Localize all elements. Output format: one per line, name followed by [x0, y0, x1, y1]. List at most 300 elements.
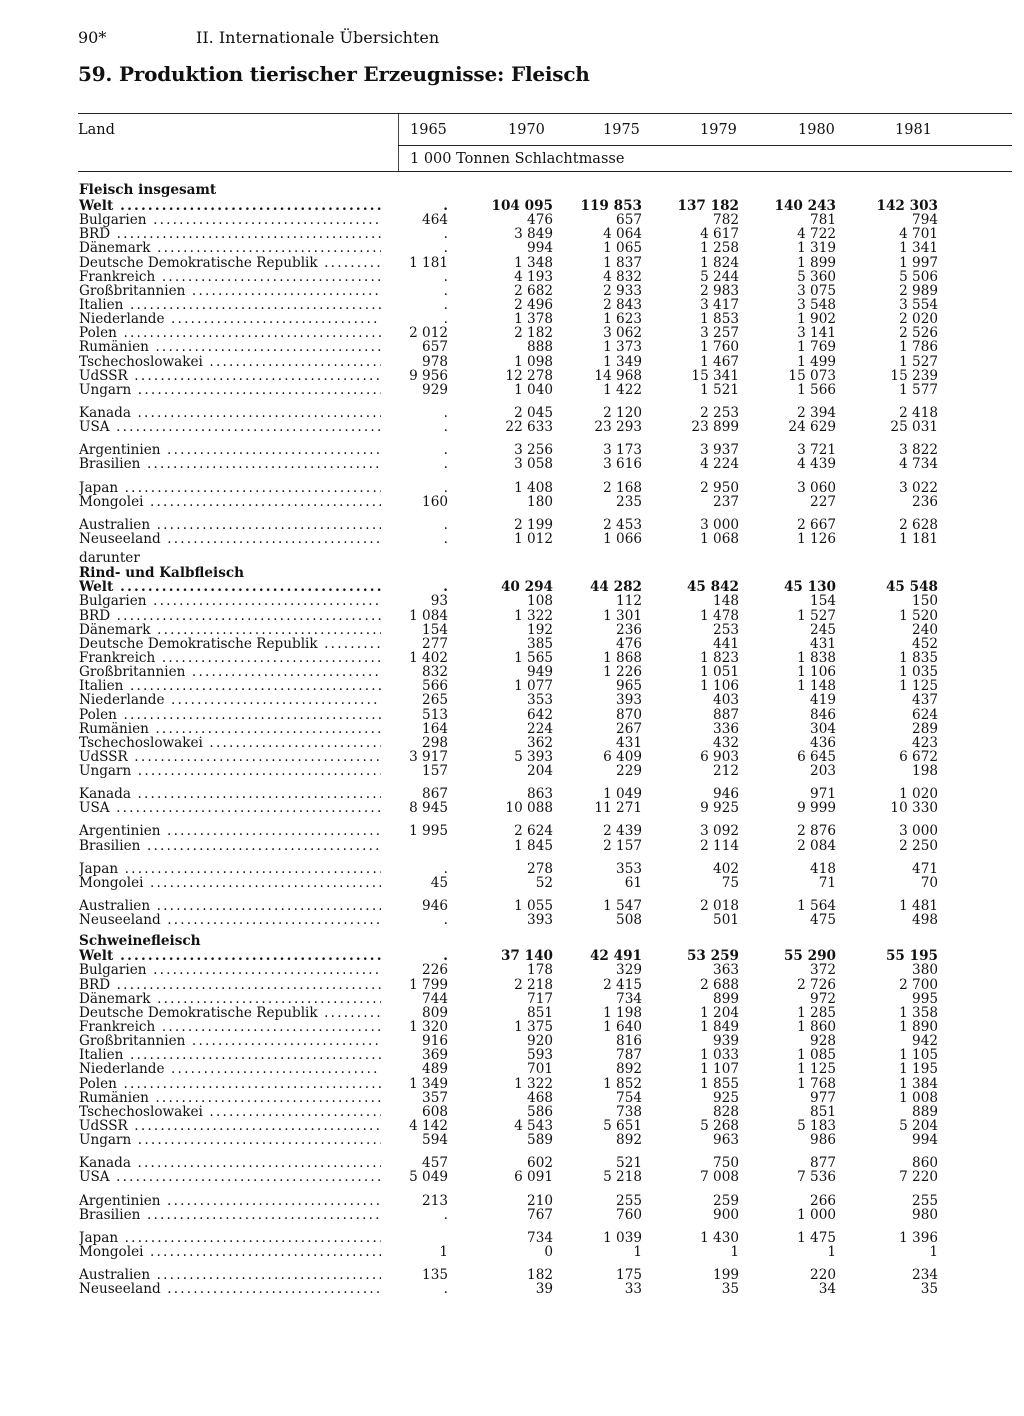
table-cell: 1 055: [514, 898, 553, 915]
table-cell: 2 253: [700, 404, 739, 421]
table-cell: 642: [527, 706, 553, 723]
table-cell: 1 623: [603, 311, 642, 328]
table-cell: 1 068: [700, 530, 739, 547]
country-label: Argentinien .....: [79, 1194, 381, 1208]
table-cell: 5 204: [899, 1118, 938, 1135]
table-cell: 2 453: [603, 516, 642, 533]
table-row: [0, 241, 1024, 255]
table-cell: 45 130: [783, 579, 836, 596]
table-cell: 767: [527, 1206, 553, 1223]
table-cell: 1 000: [797, 1206, 836, 1223]
subsection-pretitle-label: darunter: [79, 550, 140, 567]
table-cell: 142 303: [876, 198, 938, 214]
table-cell: 1 125: [899, 678, 938, 695]
table-cell: 2 250: [899, 837, 938, 854]
table-cell: 1 520: [899, 607, 938, 624]
table-cell: 3 256: [514, 442, 553, 459]
top-rule: [78, 113, 1012, 114]
table-row: [0, 383, 1024, 397]
country-label: UdSSR .....: [79, 1119, 381, 1133]
table-row: [0, 1156, 1024, 1170]
table-cell: 235: [616, 493, 642, 510]
table-row: [0, 679, 1024, 693]
country-label: Kanada .....: [79, 787, 381, 801]
table-cell: 1 855: [700, 1075, 739, 1092]
table-cell: 4 722: [797, 226, 836, 243]
table-cell: 112: [616, 593, 642, 610]
table-cell: 870: [616, 706, 642, 723]
country-label: Brasilien .....: [79, 839, 381, 853]
table-cell: 457: [422, 1155, 448, 1172]
table-cell: 900: [713, 1206, 739, 1223]
country-label: Frankreich .....: [79, 270, 381, 284]
table-cell: 1 860: [797, 1019, 836, 1036]
table-row: [0, 270, 1024, 284]
table-cell: 657: [616, 212, 642, 229]
table-cell: 1 358: [899, 1004, 938, 1021]
table-cell: 846: [810, 706, 836, 723]
table-cell: 972: [810, 990, 836, 1007]
table-cell: 419: [810, 692, 836, 709]
table-cell: 1 106: [700, 678, 739, 695]
table-cell: 362: [527, 734, 553, 751]
table-row: [0, 406, 1024, 420]
table-cell: 180: [527, 493, 553, 510]
table-cell: 888: [527, 339, 553, 356]
section-title: [0, 927, 1024, 949]
table-row: [0, 764, 1024, 778]
country-label: Rumänien .....: [79, 722, 381, 736]
table-cell: 23 899: [691, 419, 739, 436]
table-row: [0, 978, 1024, 992]
table-cell: 1 835: [899, 649, 938, 666]
table-cell: 2 950: [700, 479, 739, 496]
country-label: Deutsche Demokratische Republik .....: [79, 637, 381, 651]
table-cell: 175: [616, 1267, 642, 1284]
table-cell: 1 521: [700, 381, 739, 398]
table-row: [0, 913, 1024, 927]
table-cell: 418: [810, 860, 836, 877]
country-label: Welt .....: [79, 199, 381, 213]
country-label: Großbritannien .....: [79, 1034, 381, 1048]
table-row: [0, 736, 1024, 750]
table-cell: 140 243: [774, 198, 836, 214]
table-cell: 3 141: [797, 325, 836, 342]
country-label: Bulgarien .....: [79, 963, 381, 977]
table-cell: .: [443, 311, 448, 328]
country-label: Italien .....: [79, 1048, 381, 1062]
table-cell: 6 672: [899, 748, 938, 765]
table-cell: 1 341: [899, 240, 938, 257]
table-cell: 863: [527, 786, 553, 803]
table-cell: 266: [810, 1192, 836, 1209]
table-cell: 432: [713, 734, 739, 751]
table-row: [0, 518, 1024, 532]
table-cell: 978: [422, 353, 448, 370]
table-cell: 6 091: [514, 1169, 553, 1186]
table-cell: 1 378: [514, 311, 553, 328]
column-header-year: 1970: [508, 122, 545, 138]
table-cell: 245: [810, 621, 836, 638]
table-cell: 1 799: [409, 976, 448, 993]
row-spacer: [0, 397, 1024, 406]
country-label: Tschechoslowakei .....: [79, 355, 381, 369]
table-row: [0, 876, 1024, 890]
country-label: Polen .....: [79, 1077, 381, 1091]
table-cell: 624: [912, 706, 938, 723]
table-cell: 754: [616, 1089, 642, 1106]
table-cell: .: [443, 226, 448, 243]
table-cell: 1 768: [797, 1075, 836, 1092]
country-label: BRD .....: [79, 227, 381, 241]
table-cell: 240: [912, 621, 938, 638]
country-label: Dänemark .....: [79, 241, 381, 255]
table-row: [0, 340, 1024, 354]
table-cell: 2 700: [899, 976, 938, 993]
row-spacer: [0, 853, 1024, 862]
row-spacer: [0, 472, 1024, 481]
table-cell: 717: [527, 990, 553, 1007]
table-cell: 1 640: [603, 1019, 642, 1036]
table-cell: 1 348: [514, 254, 553, 271]
column-header-year: 1980: [798, 122, 835, 138]
table-cell: 589: [527, 1132, 553, 1149]
table-cell: 3 554: [899, 296, 938, 313]
table-cell: 255: [616, 1192, 642, 1209]
country-label: Deutsche Demokratische Republik .....: [79, 1006, 381, 1020]
table-cell: 277: [422, 635, 448, 652]
table-row: [0, 801, 1024, 815]
table-cell: 137 182: [677, 198, 739, 214]
table-cell: 304: [810, 720, 836, 737]
country-label: Australien .....: [79, 518, 381, 532]
table-cell: 586: [527, 1103, 553, 1120]
table-cell: 1 786: [899, 339, 938, 356]
table-cell: 6 409: [603, 748, 642, 765]
country-label: Großbritannien .....: [79, 665, 381, 679]
table-cell: 1 577: [899, 381, 938, 398]
table-cell: 1 849: [700, 1019, 739, 1036]
table-cell: 199: [713, 1267, 739, 1284]
table-cell: 867: [422, 786, 448, 803]
column-header-year: 1975: [603, 122, 640, 138]
table-cell: 363: [713, 962, 739, 979]
table-cell: 1 565: [514, 649, 553, 666]
table-cell: 2 876: [797, 823, 836, 840]
table-cell: 4 224: [700, 456, 739, 473]
table-cell: 4 701: [899, 226, 938, 243]
table-cell: 1 997: [899, 254, 938, 271]
table-cell: 1 040: [514, 381, 553, 398]
table-row: [0, 1231, 1024, 1245]
table-cell: 229: [616, 763, 642, 780]
table-cell: 3 000: [700, 516, 739, 533]
table-cell: 2 020: [899, 311, 938, 328]
country-label: Australien .....: [79, 1268, 381, 1282]
table-cell: 104 095: [491, 198, 553, 214]
table-row: [0, 457, 1024, 471]
section-title-label: Schweinefleisch: [79, 933, 201, 950]
table-cell: 501: [713, 912, 739, 929]
table-cell: 1: [730, 1244, 739, 1260]
table-cell: .: [443, 479, 448, 496]
table-cell: 1 868: [603, 649, 642, 666]
table-cell: 2 726: [797, 976, 836, 993]
table-row: [0, 227, 1024, 241]
table-cell: 3 092: [700, 823, 739, 840]
table-cell: 3 075: [797, 282, 836, 299]
table-cell: .: [443, 860, 448, 877]
table-cell: 1 181: [899, 530, 938, 547]
table-cell: 1: [633, 1244, 642, 1260]
table-cell: 1 373: [603, 339, 642, 356]
country-label: Mongolei .....: [79, 876, 381, 890]
country-label: Frankreich .....: [79, 651, 381, 665]
table-row: [0, 532, 1024, 546]
table-cell: 657: [422, 339, 448, 356]
country-label: Italien .....: [79, 679, 381, 693]
row-spacer: [0, 1222, 1024, 1231]
table-cell: 1 375: [514, 1019, 553, 1036]
table-cell: 1 478: [700, 607, 739, 624]
table-cell: 55 195: [885, 948, 938, 965]
table-row: [0, 199, 1024, 213]
table-cell: 5 183: [797, 1118, 836, 1135]
table-cell: 1 349: [409, 1075, 448, 1092]
table-cell: 1 995: [409, 823, 448, 840]
table-cell: 2 415: [603, 976, 642, 993]
country-label: Australien .....: [79, 899, 381, 913]
table-cell: .: [443, 419, 448, 436]
table-cell: 14 968: [594, 367, 642, 384]
table-cell: 353: [616, 860, 642, 877]
table-row: [0, 1048, 1024, 1062]
table-cell: 1 890: [899, 1019, 938, 1036]
table-cell: 0: [544, 1244, 553, 1260]
table-cell: 237: [713, 493, 739, 510]
unit-label: 1 000 Tonnen Schlachtmasse: [410, 151, 625, 167]
table-cell: 253: [713, 621, 739, 638]
table-row: [0, 1133, 1024, 1147]
table-cell: 45 842: [686, 579, 739, 596]
country-label: Japan .....: [79, 481, 381, 495]
country-label: Kanada .....: [79, 406, 381, 420]
table-cell: 744: [422, 990, 448, 1007]
table-cell: 93: [430, 593, 448, 610]
table-cell: 1 322: [514, 1075, 553, 1092]
table-row: [0, 443, 1024, 457]
table-cell: 393: [527, 912, 553, 929]
table-cell: 24 629: [788, 419, 836, 436]
table-cell: 353: [527, 692, 553, 709]
table-cell: 3 917: [409, 748, 448, 765]
table-row: [0, 1105, 1024, 1119]
table-cell: 182: [527, 1267, 553, 1284]
table-cell: 750: [713, 1155, 739, 1172]
table-cell: 1 126: [797, 530, 836, 547]
table-cell: 4 543: [514, 1118, 553, 1135]
table-cell: 2 045: [514, 404, 553, 421]
table-cell: 1 039: [603, 1229, 642, 1246]
table-row: [0, 284, 1024, 298]
country-label: USA .....: [79, 1170, 381, 1184]
table-cell: 851: [527, 1004, 553, 1021]
table-cell: 787: [616, 1047, 642, 1064]
table-cell: 10 330: [890, 800, 938, 817]
table-cell: 25 031: [890, 419, 938, 436]
table-cell: 939: [713, 1033, 739, 1050]
table-cell: 4 832: [603, 268, 642, 285]
table-cell: 6 903: [700, 748, 739, 765]
table-cell: 1 198: [603, 1004, 642, 1021]
section-title: [0, 566, 1024, 580]
table-cell: 1 105: [899, 1047, 938, 1064]
table-cell: 403: [713, 692, 739, 709]
table-cell: 10 088: [505, 800, 553, 817]
table-cell: 1 899: [797, 254, 836, 271]
table-cell: 521: [616, 1155, 642, 1172]
table-cell: .: [443, 912, 448, 929]
table-cell: 39: [535, 1281, 553, 1298]
table-cell: 1 035: [899, 664, 938, 681]
table-cell: 164: [422, 720, 448, 737]
table-cell: 393: [616, 692, 642, 709]
table-cell: .: [443, 240, 448, 257]
table-cell: 1 148: [797, 678, 836, 695]
table-cell: 471: [912, 860, 938, 877]
table-cell: 2 989: [899, 282, 938, 299]
table-row: [0, 609, 1024, 623]
table-cell: 154: [810, 593, 836, 610]
section-title: [0, 181, 1024, 199]
table-cell: 34: [818, 1281, 836, 1298]
table-cell: 2 628: [899, 516, 938, 533]
table-cell: 887: [713, 706, 739, 723]
table-cell: 1 258: [700, 240, 739, 257]
table-cell: 2 182: [514, 325, 553, 342]
table-cell: 1 008: [899, 1089, 938, 1106]
table-cell: 1 408: [514, 479, 553, 496]
table-cell: 1 396: [899, 1229, 938, 1246]
table-cell: 2 688: [700, 976, 739, 993]
table-row: [0, 1245, 1024, 1259]
table-cell: 372: [810, 962, 836, 979]
page-number: 90*: [78, 28, 107, 47]
table-cell: 1 564: [797, 898, 836, 915]
table-cell: 71: [818, 874, 836, 891]
table-cell: 1 125: [797, 1061, 836, 1078]
table-row: [0, 355, 1024, 369]
country-label: Bulgarien .....: [79, 594, 381, 608]
table-cell: 1: [827, 1244, 836, 1260]
table-cell: 157: [422, 763, 448, 780]
table-cell: 994: [912, 1132, 938, 1149]
table-cell: 3 849: [514, 226, 553, 243]
table-cell: 2 439: [603, 823, 642, 840]
country-label: Ungarn .....: [79, 383, 381, 397]
table-cell: 468: [527, 1089, 553, 1106]
table-cell: .: [443, 296, 448, 313]
table-cell: 452: [912, 635, 938, 652]
table-cell: 1 402: [409, 649, 448, 666]
table-cell: 1 033: [700, 1047, 739, 1064]
table-cell: .: [443, 530, 448, 547]
table-cell: 2 218: [514, 976, 553, 993]
table-cell: 9 925: [700, 800, 739, 817]
row-spacer: [0, 509, 1024, 518]
table-row: [0, 992, 1024, 1006]
table-cell: 431: [616, 734, 642, 751]
table-cell: 3 616: [603, 456, 642, 473]
table-cell: 781: [810, 212, 836, 229]
table-cell: 226: [422, 962, 448, 979]
table-cell: 33: [624, 1281, 642, 1298]
table-row: [0, 1282, 1024, 1296]
table-cell: 3 022: [899, 479, 938, 496]
table-cell: 946: [713, 786, 739, 803]
table-cell: 566: [422, 678, 448, 695]
table-cell: 436: [810, 734, 836, 751]
table-cell: 45 548: [885, 579, 938, 596]
table-row: [0, 623, 1024, 637]
country-label: Mongolei .....: [79, 1245, 381, 1259]
table-cell: 135: [422, 1267, 448, 1284]
table-cell: 1 098: [514, 353, 553, 370]
table-cell: 6 645: [797, 748, 836, 765]
table-cell: .: [443, 1206, 448, 1223]
country-label: Mongolei .....: [79, 495, 381, 509]
table-cell: 45: [430, 874, 448, 891]
table-cell: 1 475: [797, 1229, 836, 1246]
table-cell: 178: [527, 962, 553, 979]
table-cell: 892: [616, 1061, 642, 1078]
table-row: [0, 580, 1024, 594]
running-head: [78, 28, 439, 47]
table-cell: 508: [616, 912, 642, 929]
country-label: Niederlande .....: [79, 312, 381, 326]
row-spacer: [0, 815, 1024, 824]
table-cell: 35: [920, 1281, 938, 1298]
table-cell: .: [443, 268, 448, 285]
table-cell: 593: [527, 1047, 553, 1064]
table-cell: 11 271: [594, 800, 642, 817]
table-cell: 5 218: [603, 1169, 642, 1186]
table-cell: 289: [912, 720, 938, 737]
table-cell: 476: [616, 635, 642, 652]
table-cell: 1 838: [797, 649, 836, 666]
table-cell: 965: [616, 678, 642, 695]
table-cell: 2 983: [700, 282, 739, 299]
table-cell: 1 499: [797, 353, 836, 370]
table-cell: 1 769: [797, 339, 836, 356]
table-cell: 1 853: [700, 311, 739, 328]
country-label: Argentinien .....: [79, 824, 381, 838]
table-cell: 265: [422, 692, 448, 709]
table-cell: 3 062: [603, 325, 642, 342]
table-row: [0, 312, 1024, 326]
table-row: [0, 420, 1024, 434]
country-label: Ungarn .....: [79, 764, 381, 778]
country-label: Brasilien .....: [79, 457, 381, 471]
table-cell: 1 020: [899, 786, 938, 803]
table-row: [0, 722, 1024, 736]
country-label: Niederlande .....: [79, 693, 381, 707]
country-label: Neuseeland .....: [79, 1282, 381, 1296]
table-row: [0, 1170, 1024, 1184]
table-row: [0, 824, 1024, 838]
table-cell: 212: [713, 763, 739, 780]
country-label: Deutsche Demokratische Republik .....: [79, 256, 381, 270]
